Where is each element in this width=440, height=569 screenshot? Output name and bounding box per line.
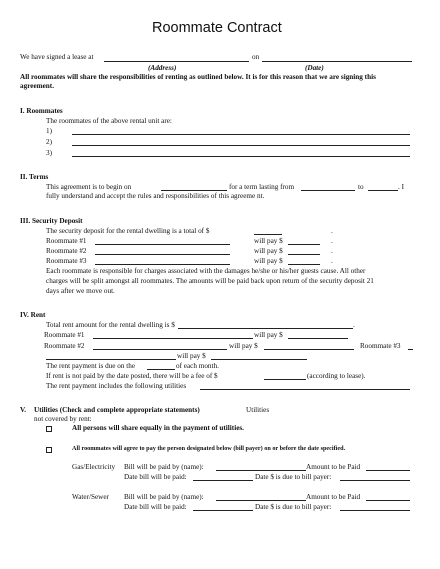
rent-roommate-3-name-continued-blank[interactable] — [46, 359, 176, 360]
rent-late-fee-blank[interactable] — [264, 379, 306, 380]
deposit-roommate-1-end: . — [331, 237, 333, 245]
deposit-total-blank[interactable] — [254, 234, 282, 235]
rent-roommate-1-label: Roommate #1 — [44, 331, 85, 339]
terms-to-label: to — [358, 183, 364, 191]
page-title: Roommate Contract — [152, 20, 282, 36]
deposit-total-label: The security deposit for the rental dwelling is a total of $ — [46, 227, 210, 235]
rent-roommate-2-amount-blank[interactable] — [264, 349, 354, 350]
roommate-item-1-label: 1) — [46, 127, 52, 135]
gas-amount-blank[interactable] — [366, 470, 410, 471]
utilities-share-equally-label: All persons will share equally in the payment of utilities. — [72, 424, 244, 432]
rent-due-tail: of each month. — [176, 362, 219, 370]
rent-roommate-2-label: Roommate #2 — [44, 342, 85, 350]
date-blank[interactable] — [262, 61, 412, 62]
utilities-bill-payer-checkbox[interactable] — [46, 447, 52, 453]
on-label: on — [252, 53, 260, 61]
water-amount-blank[interactable] — [366, 500, 410, 501]
roommate-item-3-blank[interactable] — [72, 156, 410, 157]
utilities-not-covered: not covered by rent: — [34, 415, 92, 423]
deposit-roommate-3-end: . — [331, 257, 333, 265]
rent-due-blank[interactable] — [147, 369, 175, 370]
deposit-roommate-2-end: . — [331, 247, 333, 255]
gas-amount-label: Amount to be Paid — [306, 463, 361, 471]
rent-late-tail: (according to lease). — [307, 372, 366, 380]
terms-lasting-label: for a term lasting from — [229, 183, 295, 191]
deposit-roommate-2-amount-blank[interactable] — [288, 254, 320, 255]
section-utilities-number: V. — [20, 406, 27, 414]
date-label: (Date) — [305, 64, 324, 72]
gas-electricity-label: Gas/Electricity — [72, 463, 116, 471]
address-label: (Address) — [148, 64, 177, 72]
gas-date-paid-label: Date bill will be paid: — [124, 473, 187, 481]
deposit-roommate-2-label: Roommate #2 — [46, 247, 87, 255]
terms-from-blank[interactable] — [301, 190, 355, 191]
rent-due-label: The rent payment is due on the — [46, 362, 136, 370]
rent-roommate-1-name-blank[interactable] — [93, 338, 253, 339]
gas-date-due-label: Date $ is due to bill payer: — [255, 473, 332, 481]
utilities-bill-payer-label: All roommates will agree to pay the person designated below (bill payer) on or before the date specified. — [72, 445, 346, 452]
deposit-roommate-2-name-blank[interactable] — [95, 254, 230, 255]
section-roommates-heading: I. Roommates — [20, 107, 63, 115]
rent-total-blank[interactable] — [178, 328, 353, 329]
roommates-text: The roommates of the above rental unit are: — [46, 117, 172, 125]
terms-begin-blank[interactable] — [161, 190, 227, 191]
deposit-para-line-2: charges will be split amongst all roommates. The amounts will be paid back upon return of the security deposit 21 — [46, 277, 374, 285]
rent-roommate-2-will-pay: will pay $ — [229, 342, 258, 350]
water-date-paid-label: Date bill will be paid: — [124, 503, 187, 511]
rent-total-end: . — [353, 321, 355, 329]
gas-date-due-blank[interactable] — [340, 480, 410, 481]
utilities-share-equally-checkbox[interactable] — [46, 426, 52, 432]
water-amount-label: Amount to be Paid — [306, 493, 361, 501]
rent-utilities-blank[interactable] — [200, 389, 410, 390]
address-blank[interactable] — [104, 61, 249, 62]
deposit-para-line-1: Each roommate is responsible for charges associated with the damages he/she or his/her guests cause. All other — [46, 267, 366, 275]
terms-line-end: . I — [398, 183, 404, 191]
rent-roommate-1-amount-blank[interactable] — [288, 338, 348, 339]
section-deposit-heading: III. Security Deposit — [20, 217, 83, 225]
deposit-roommate-1-name-blank[interactable] — [95, 244, 230, 245]
deposit-roommate-3-amount-blank[interactable] — [288, 264, 320, 265]
section-utilities-heading: Utilities (Check and complete appropriate statements) — [34, 406, 200, 414]
intro-line-1: All roommates will share the responsibilities of renting as outlined below. It is for this reason that we are signing this — [20, 73, 376, 81]
water-date-paid-blank[interactable] — [193, 510, 253, 511]
terms-to-blank[interactable] — [368, 190, 398, 191]
deposit-para-line-3: days after we move out. — [46, 287, 115, 295]
rent-total-label: Total rent amount for the rental dwelling is $ — [46, 321, 175, 329]
deposit-roommate-1-amount-blank[interactable] — [288, 244, 320, 245]
deposit-roommate-3-name-blank[interactable] — [95, 264, 230, 265]
rent-utilities-label: The rent payment includes the following utilities — [46, 382, 187, 390]
roommate-item-1-blank[interactable] — [72, 134, 410, 135]
roommate-item-2-label: 2) — [46, 138, 52, 146]
deposit-roommate-3-will-pay: will pay $ — [254, 257, 283, 265]
deposit-roommate-3-label: Roommate #3 — [46, 257, 87, 265]
rent-roommate-3-name-blank[interactable] — [408, 349, 413, 350]
deposit-roommate-1-label: Roommate #1 — [46, 237, 87, 245]
rent-late-label: If rent is not paid by the date posted, there will be a fee of $ — [46, 372, 218, 380]
deposit-roommate-1-will-pay: will pay $ — [254, 237, 283, 245]
rent-roommate-3-will-pay: will pay $ — [177, 352, 206, 360]
rent-roommate-3-amount-blank[interactable] — [211, 359, 307, 360]
water-paid-by-label: Bill will be paid by (name): — [124, 493, 204, 501]
water-date-due-label: Date $ is due to bill payer: — [255, 503, 332, 511]
gas-date-paid-blank[interactable] — [193, 480, 253, 481]
terms-begin-label: This agreement is to begin on — [46, 183, 132, 191]
water-paid-by-blank[interactable] — [216, 500, 306, 501]
water-date-due-blank[interactable] — [340, 510, 410, 511]
deposit-roommate-2-will-pay: will pay $ — [254, 247, 283, 255]
water-sewer-label: Water/Sewer — [72, 493, 109, 501]
roommate-item-2-blank[interactable] — [72, 145, 410, 146]
rent-roommate-2-name-blank[interactable] — [93, 349, 227, 350]
section-rent-heading: IV. Rent — [20, 311, 46, 319]
gas-paid-by-label: Bill will be paid by (name): — [124, 463, 204, 471]
gas-paid-by-blank[interactable] — [216, 470, 306, 471]
intro-line-2: agreement. — [20, 82, 54, 90]
lease-prefix: We have signed a lease at — [20, 53, 94, 61]
roommate-item-3-label: 3) — [46, 149, 52, 157]
rent-roommate-3-label: Roommate #3 — [360, 342, 401, 350]
utilities-heading-tail: Utilities — [246, 406, 270, 414]
rent-roommate-1-will-pay: will pay $ — [254, 331, 283, 339]
terms-line-2: fully understand and accept the rules and responsibilities of this agreeme nt. — [46, 192, 265, 200]
deposit-total-end: . — [331, 227, 333, 235]
section-terms-heading: II. Terms — [20, 173, 49, 181]
